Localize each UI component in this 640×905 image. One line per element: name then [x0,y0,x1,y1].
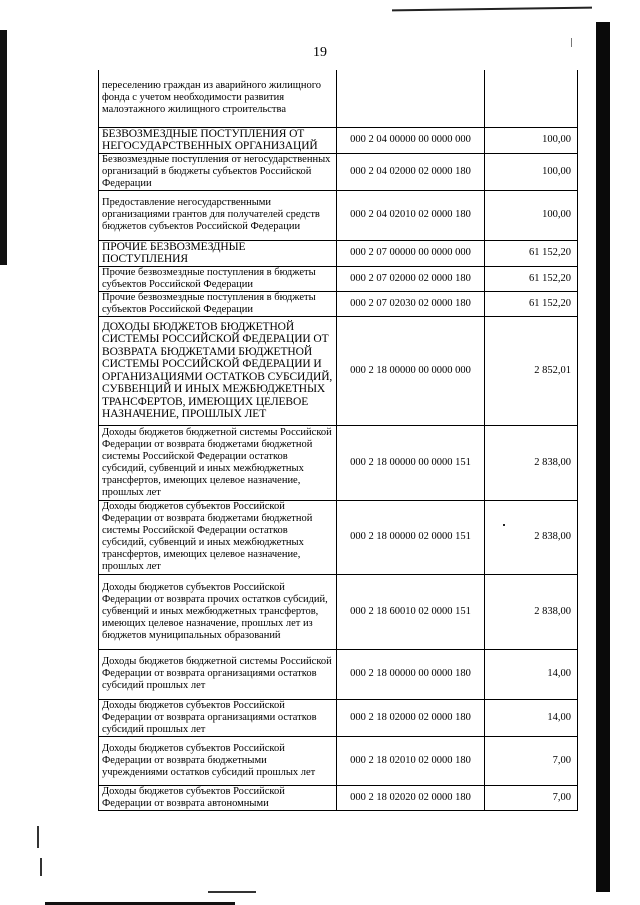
row-amount: 14,00 [485,649,578,699]
table-row [99,500,578,574]
table-row [99,316,578,425]
row-budget-code: 000 2 18 00000 00 0000 151 [337,425,485,500]
row-amount: 7,00 [485,785,578,810]
row-amount: 2 838,00 [485,574,578,649]
row-budget-code: 000 2 18 00000 00 0000 000 [337,316,485,425]
row-budget-code: 000 2 18 02020 02 0000 180 [337,785,485,810]
row-description: Доходы бюджетов субъектов Российской Федерации от возврата автономными [99,785,337,810]
table-row [99,153,578,190]
row-description: Доходы бюджетов бюджетной системы Российской Федерации от возврата бюджетами бюджетной системы Российской Федерации остатков субсидий, субвенций и иных межбюджетных трансфертов, имеющих целевое назначение, прошлых лет [99,425,337,500]
table-row [99,291,578,316]
row-amount: 100,00 [485,153,578,190]
table-row [99,785,578,810]
row-description: Предоставление негосударственными организациями грантов для получателей средств бюджетов субъектов Российской Федерации [99,190,337,240]
row-budget-code: 000 2 04 02000 02 0000 180 [337,153,485,190]
row-description: Безвозмездные поступления от негосударственных организаций в бюджеты субъектов Российской Федерации [99,153,337,190]
row-amount: 14,00 [485,699,578,736]
row-amount: 2 838,00 [485,425,578,500]
table-row [99,70,578,127]
row-amount [485,70,578,127]
row-budget-code: 000 2 18 00000 00 0000 180 [337,649,485,699]
row-description: БЕЗВОЗМЕЗДНЫЕ ПОСТУПЛЕНИЯ ОТ НЕГОСУДАРСТВЕННЫХ ОРГАНИЗАЦИЙ [99,127,337,153]
row-budget-code [337,70,485,127]
row-budget-code: 000 2 18 00000 02 0000 151 [337,500,485,574]
row-description: Доходы бюджетов субъектов Российской Федерации от возврата прочих остатков субсидий, субвенций и иных межбюджетных трансфертов, имеющих целевое назначение, прошлых лет из бюджетов муниципальных образований [99,574,337,649]
row-amount: 61 152,20 [485,291,578,316]
row-amount: 61 152,20 [485,240,578,266]
table-row [99,266,578,291]
table-row [99,574,578,649]
table-row [99,649,578,699]
table-row [99,736,578,785]
scan-edge-left [0,30,7,265]
row-budget-code: 000 2 18 02000 02 0000 180 [337,699,485,736]
table-row [99,425,578,500]
row-budget-code: 000 2 04 02010 02 0000 180 [337,190,485,240]
row-description: Доходы бюджетов бюджетной системы Российской Федерации от возврата организациями остатков субсидий прошлых лет [99,649,337,699]
row-description: переселению граждан из аварийного жилищного фонда с учетом необходимости развития малоэтажного жилищного строительства [99,70,337,127]
table-row [99,190,578,240]
scan-edge-top [392,7,592,12]
row-amount: 61 152,20 [485,266,578,291]
row-description: ДОХОДЫ БЮДЖЕТОВ БЮДЖЕТНОЙ СИСТЕМЫ РОССИЙСКОЙ ФЕДЕРАЦИИ ОТ ВОЗВРАТА БЮДЖЕТАМИ БЮДЖЕТНОЙ СИСТЕМЫ РОССИЙСКОЙ ФЕДЕРАЦИИ И ОРГАНИЗАЦИЯМИ ОСТАТКОВ СУБСИДИЙ, СУБВЕНЦИЙ И ИНЫХ МЕЖБЮДЖЕТНЫХ ТРАНСФЕРТОВ, ИМЕЮЩИХ ЦЕЛЕВОЕ НАЗНАЧЕНИЕ, ПРОШЛЫХ ЛЕТ [99,316,337,425]
row-description: Прочие безвозмездные поступления в бюджеты субъектов Российской Федерации [99,266,337,291]
table-row [99,240,578,266]
row-budget-code: 000 2 07 02030 02 0000 180 [337,291,485,316]
row-amount: 2 852,01 [485,316,578,425]
scan-mark-left-1 [37,826,39,848]
row-description: ПРОЧИЕ БЕЗВОЗМЕЗДНЫЕ ПОСТУПЛЕНИЯ [99,240,337,266]
row-budget-code: 000 2 18 60010 02 0000 151 [337,574,485,649]
scan-mark-bottom [208,891,256,893]
row-budget-code: 000 2 07 02000 02 0000 180 [337,266,485,291]
row-budget-code: 000 2 07 00000 00 0000 000 [337,240,485,266]
revenue-table [98,70,578,811]
scan-edge-right [596,22,610,892]
table-row [99,699,578,736]
row-budget-code: 000 2 04 00000 00 0000 000 [337,127,485,153]
row-description: Доходы бюджетов субъектов Российской Федерации от возврата бюджетами бюджетной системы Российской Федерации остатков субсидий, субвенций и иных межбюджетных трансфертов, имеющих целевое назначение, прошлых лет [99,500,337,574]
revenue-table-body [99,70,578,810]
row-description: Прочие безвозмездные поступления в бюджеты субъектов Российской Федерации [99,291,337,316]
row-amount: 2 838,00 [485,500,578,574]
row-amount: 7,00 [485,736,578,785]
row-description: Доходы бюджетов субъектов Российской Федерации от возврата бюджетными учреждениями остатков субсидий прошлых лет [99,736,337,785]
row-amount: 100,00 [485,190,578,240]
row-budget-code: 000 2 18 02010 02 0000 180 [337,736,485,785]
page-number: 19 [313,45,327,60]
row-description: Доходы бюджетов субъектов Российской Федерации от возврата организациями остатков субсидий прошлых лет [99,699,337,736]
table-row [99,127,578,153]
row-amount: 100,00 [485,127,578,153]
scan-mark-left-2 [40,858,42,876]
